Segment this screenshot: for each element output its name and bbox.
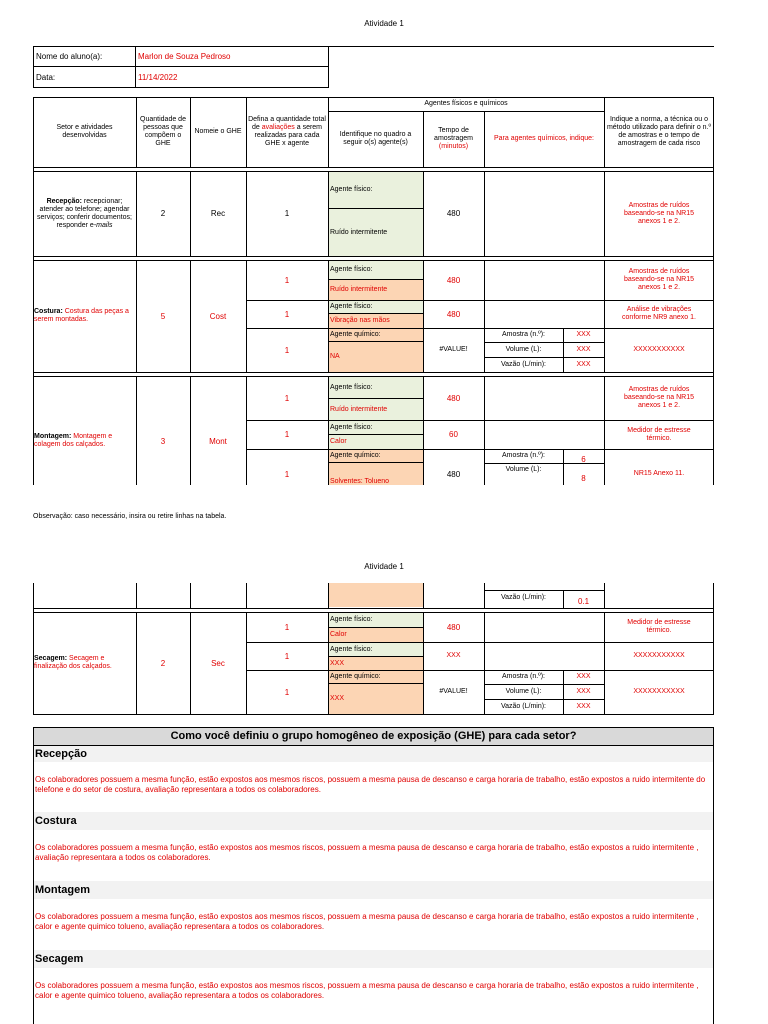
montagem-aval-1: 1 — [284, 393, 290, 403]
costura-agente-1: Ruído intermitente — [329, 280, 423, 300]
secagem-tempo-3: #VALUE! — [439, 688, 468, 695]
montagem-aval-3: 1 — [284, 469, 290, 479]
recepcao-setor-bold: Recepção: — [46, 197, 82, 205]
tempo-unit: (minutos) — [438, 143, 469, 150]
costura-setor-bold: Costura: — [34, 308, 63, 315]
secagem-agente-fisico-label-2: Agente físico: — [329, 643, 423, 656]
montagem-tempo-2: 60 — [449, 430, 458, 439]
defina-pre: Defina a quantidade total de — [248, 116, 326, 131]
montagem-setor-text: Montagem e colagem dos calçados. — [34, 433, 113, 448]
secagem-agente-quimico-label: Agente químico: — [329, 671, 423, 683]
secagem-ghe: Sec — [211, 658, 225, 668]
costura-vazao: XXX — [576, 360, 591, 368]
page2-title: Atividade 1 — [364, 562, 404, 571]
secagem-setor-text: Secagem e finalização dos calçados. — [34, 655, 112, 670]
secagem-qtd: 2 — [160, 658, 166, 668]
costura-setor — [33, 260, 136, 372]
costura-aval-3: 1 — [284, 345, 290, 355]
montagem-aval-2: 1 — [284, 430, 290, 439]
secagem-aval-1: 1 — [284, 622, 290, 632]
costura-tempo-2: 480 — [446, 309, 461, 319]
montagem-agente-3: Solventes: Tolueno — [329, 463, 423, 485]
header-quimicos: Para agentes químicos, indique: — [494, 135, 595, 142]
montagem-amostra: 6 — [581, 454, 586, 464]
header-tempo — [423, 111, 484, 167]
costura-agente-quimico-label: Agente químico: — [329, 329, 423, 341]
main-table-cont — [33, 583, 714, 715]
observacao: Observação: caso necessário, insira ou retire linhas na tabela. — [33, 513, 227, 520]
montagem-volume-label: Volume (L): — [505, 466, 542, 473]
costura-agente-2: Vibração nas mãos — [329, 314, 423, 328]
montagem-ghe: Mont — [209, 436, 227, 446]
costura-norma-3: XXXXXXXXXXX — [633, 346, 685, 353]
secagem-setor-bold: Secagem: — [34, 655, 68, 662]
secagem-amostra-label: Amostra (n.º): — [501, 673, 545, 680]
montagem-norma-1: Amostras de ruídos baseando-se na NR15 anexos 1 e 2. — [623, 386, 695, 409]
secagem-agente-1: Calor — [329, 628, 423, 642]
recepcao-setor — [33, 171, 136, 256]
secagem-agente-2: XXX — [329, 657, 423, 670]
ghe-title-secagem: Secagem — [34, 950, 713, 968]
costura-amostra: XXX — [576, 331, 591, 338]
header-defina — [246, 97, 328, 167]
ghe-question: Como você definiu o grupo homogêneo de exposição (GHE) para cada setor? — [34, 728, 713, 746]
header-nomeie: Nomeie o GHE — [194, 128, 242, 135]
montagem-agente-2: Calor — [329, 435, 423, 449]
header-norma: Indique a norma, a técnica ou o método utilizado para definir o n.º de amostras e o tempo de amostragem de cada risco — [606, 116, 712, 147]
secagem-agente-fisico-label-1: Agente físico: — [329, 613, 423, 627]
secagem-aval-3: 1 — [284, 687, 290, 697]
montagem-tempo-1: 480 — [446, 393, 461, 403]
ghe-block — [33, 727, 714, 1024]
page-title: Atividade 1 — [364, 19, 404, 28]
costura-aval-2: 1 — [284, 309, 290, 319]
header-identifique: Identifique no quadro a seguir o(s) agente(s) — [339, 131, 412, 146]
montagem-agente-1: Ruído intermitente — [329, 399, 423, 420]
secagem-vazao-label: Vazão (L/min): — [501, 702, 546, 710]
costura-norma-2: Análise de vibrações conforme NR9 anexo 1. — [622, 306, 696, 321]
ghe-text-montagem: Os colaboradores possuem a mesma função, estão expostos aos mesmos riscos, possuem a mesma pausa de descanso e carga horaria de trabalho, estão expostos a ruido intermitente , calor e agente quimico tolueno, avaliação representara a todos os colaboradores. — [35, 912, 699, 931]
secagem-setor — [33, 612, 136, 714]
montagem-tempo-3: 480 — [446, 469, 461, 479]
montagem-setor — [33, 376, 136, 485]
student-label: Nome do aluno(a): — [34, 47, 136, 66]
costura-norma-1: Amostras de ruídos baseando-se na NR15 anexos 1 e 2. — [623, 268, 695, 291]
montagem-vazao-label: Vazão (L/min): — [501, 594, 546, 601]
recepcao-ghe: Rec — [210, 209, 226, 218]
secagem-tempo-1: 480 — [446, 622, 461, 632]
secagem-norma-2: XXXXXXXXXXX — [633, 652, 685, 659]
costura-volume-label: Volume (L): — [505, 345, 542, 353]
montagem-setor-bold: Montagem: — [34, 433, 72, 440]
montagem-agente-quimico-label: Agente químico: — [329, 450, 423, 462]
secagem-vazao: XXX — [576, 702, 591, 710]
ghe-title-montagem: Montagem — [34, 881, 713, 899]
costura-agente-fisico-label-2: Agente físico: — [329, 301, 423, 313]
costura-setor-text: Costura das peças a serem montadas. — [34, 308, 129, 323]
costura-agente-3: NA — [329, 342, 423, 372]
ghe-title-recepcao: Recepção — [34, 746, 713, 762]
montagem-amostra-label: Amostra (n.º): — [501, 451, 545, 459]
secagem-norma-1: Medidor de estresse térmico. — [627, 619, 691, 634]
secagem-volume: XXX — [576, 687, 591, 695]
costura-tempo-1: 480 — [446, 275, 461, 285]
montagem-norma-3: NR15 Anexo 11. — [633, 470, 685, 477]
defina-post: a serem realizadas para cada GHE x agente — [254, 124, 323, 147]
recepcao-setor-italic: mails — [96, 221, 113, 229]
student-row — [33, 46, 329, 67]
montagem-agente-fisico-label-2: Agente físico: — [329, 421, 423, 434]
date-value: 11/14/2022 — [138, 72, 178, 82]
secagem-tempo-2: XXX — [446, 652, 461, 659]
secagem-norma-3: XXXXXXXXXXX — [633, 688, 685, 695]
recepcao-agente-fisico-label: Agente físico: — [329, 172, 423, 208]
recepcao-qtd: 2 — [160, 209, 166, 218]
header-setor: Setor e atividades desenvolvidas — [56, 124, 113, 139]
montagem-agente-fisico-label-1: Agente físico: — [329, 377, 423, 398]
recepcao-norma: Amostras de ruídos baseando-se na NR15 anexos 1 e 2. — [623, 201, 695, 225]
recepcao-tempo: 480 — [446, 209, 461, 218]
costura-agente-fisico-label-1: Agente físico: — [329, 261, 423, 279]
defina-red: avaliações — [261, 124, 295, 131]
montagem-vazao: 0.1 — [577, 597, 590, 606]
costura-vazao-label: Vazão (L/min): — [501, 360, 546, 368]
costura-tempo-3: #VALUE! — [439, 346, 468, 353]
secagem-volume-label: Volume (L): — [505, 687, 542, 695]
ghe-text-costura: Os colaboradores possuem a mesma função, estão expostos aos mesmos riscos, possuem a mesma pausa de descanso e carga horaria de trabalho, estão expostos a ruido intermitente , avaliação representara a todos os colaboradores. — [35, 843, 699, 862]
costura-amostra-label: Amostra (n.º): — [501, 331, 545, 338]
header-quantidade: Quantidade de pessoas que compõem o GHE — [140, 116, 186, 147]
header-agentes: Agentes físicos e químicos — [424, 100, 508, 107]
date-label: Data: — [34, 67, 136, 87]
student-name: Marlon de Souza Pedroso — [138, 52, 231, 61]
montagem-qtd: 3 — [160, 436, 166, 446]
ghe-text-recepcao: Os colaboradores possuem a mesma função, estão expostos aos mesmos riscos, possuem a mesma pausa de descanso e carga horaria de trabalho, estão expostos a ruido intermitente do telefone e do setor de costura, avaliação representara a todos os colaboradores. — [35, 775, 706, 794]
tempo-label: Tempo de amostragem — [434, 127, 473, 142]
costura-ghe: Cost — [209, 311, 227, 321]
montagem-norma-2: Medidor de estresse térmico. — [627, 426, 691, 442]
ghe-text-secagem: Os colaboradores possuem a mesma função, estão expostos aos mesmos riscos, possuem a mesma pausa de descanso e carga horaria de trabalho, estão expostos a ruido intermitente , calor e agente quimico tolueno, avaliação representara a todos os colaboradores. — [35, 981, 699, 1000]
recepcao-agente: Ruído intermitente — [329, 209, 423, 256]
recepcao-aval: 1 — [284, 209, 290, 218]
rule — [329, 46, 714, 47]
costura-qtd: 5 — [160, 311, 166, 321]
montagem-agente-3-cont — [329, 583, 423, 607]
recepcao-setor-text: recepcionar; atender ao telefone; agendar serviços; conferir documentos; responder e- — [37, 197, 132, 229]
secagem-aval-2: 1 — [284, 651, 290, 661]
secagem-amostra: XXX — [576, 673, 591, 680]
costura-aval-1: 1 — [284, 275, 290, 285]
secagem-agente-3: XXX — [329, 684, 423, 714]
montagem-volume: 8 — [581, 473, 586, 483]
costura-volume: XXX — [576, 345, 591, 353]
date-row — [33, 67, 329, 88]
ghe-title-costura: Costura — [34, 812, 713, 830]
main-table — [33, 97, 714, 485]
